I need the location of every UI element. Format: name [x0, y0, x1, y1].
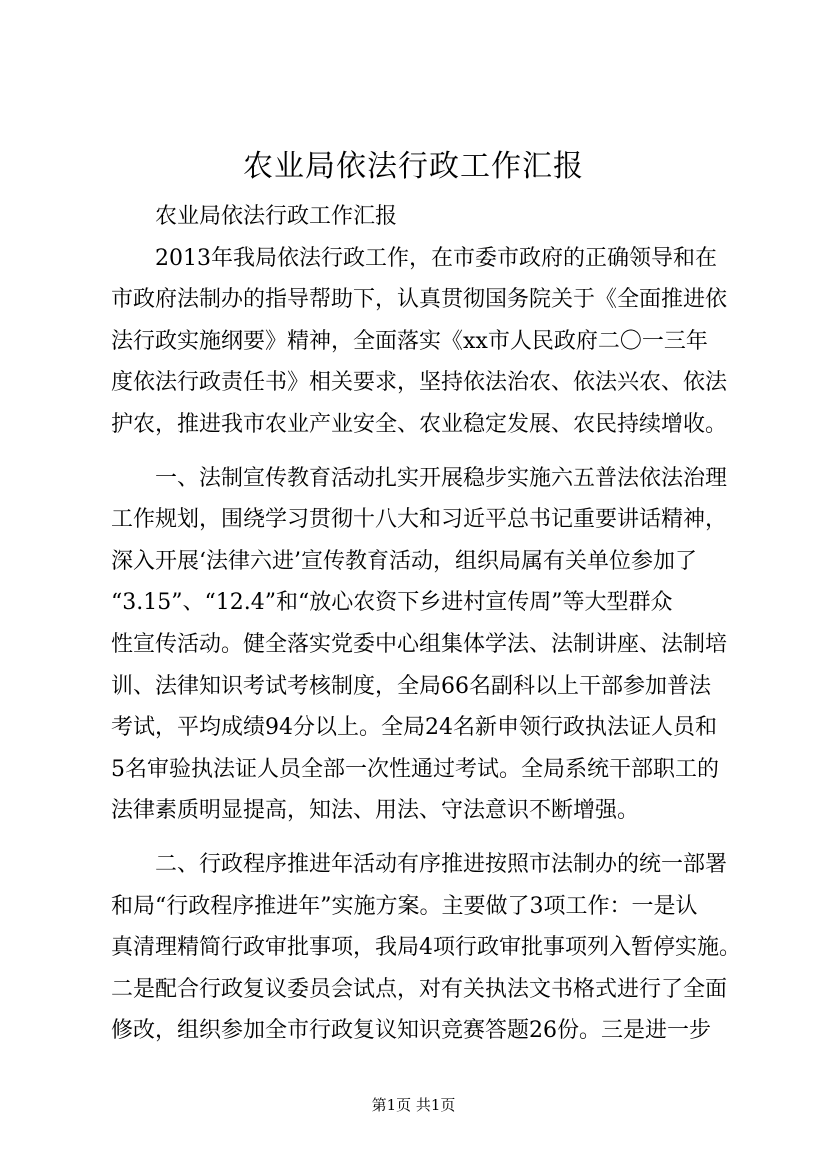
paragraph-line: 2013年我局依法行政工作，在市委市政府的正确领导和在 [155, 245, 717, 271]
page-footer: 第1页 共1页 [371, 1096, 456, 1114]
section-heading-line: 二、行政程序推进年活动有序推进按照市法制办的统一部署 [155, 851, 728, 877]
document-body [111, 196, 751, 1052]
paragraph-line: 深入开展‘法律六进’宣传教育活动，组织局属有关单位参加了 [111, 548, 697, 574]
paragraph-line: 5名审验执法证人员全部一次性通过考试。全局系统干部职工的 [111, 756, 719, 782]
paragraph-line: 市政府法制办的指导帮助下，认真贯彻国务院关于《全面推进依 [111, 287, 728, 313]
paragraph-line: 修改，组织参加全市行政复议知识竞赛答题26份。三是进一步 [111, 1018, 711, 1044]
paragraph-line: 护农，推进我市农业产业安全、农业稳定发展、农民持续增收。 [111, 411, 728, 437]
paragraph-line: 工作规划，围绕学习贯彻十八大和习近平总书记重要讲话精神， [111, 507, 728, 533]
paragraph-line: 和局“行政程序推进年”实施方案。主要做了3项工作：一是认 [111, 893, 698, 919]
section-heading-line: 一、法制宣传教育活动扎实开展稳步实施六五普法依法治理 [155, 465, 728, 491]
paragraph-line: 考试，平均成绩94分以上。全局24名新申领行政执法证人员和 [111, 715, 717, 741]
paragraph-line: “3.15”、“12.4”和“放心农资下乡进村宣传周”等大型群众 [111, 590, 673, 616]
subtitle-line: 农业局依法行政工作汇报 [155, 204, 398, 229]
paragraph-line: 法行政实施纲要》精神，全面落实《xx市人民政府二〇一三年 [111, 328, 708, 354]
paragraph-line: 法律素质明显提高，知法、用法、守法意识不断增强。 [111, 798, 640, 824]
paragraph-line: 性宣传活动。健全落实党委中心组集体学法、法制讲座、法制培 [111, 631, 728, 657]
paragraph-line: 真清理精简行政审批事项，我局4项行政审批事项列入暂停实施。 [111, 935, 741, 961]
paragraph-line: 训、法律知识考试考核制度，全局66名副科以上干部参加普法 [111, 673, 711, 699]
document-title: 农业局依法行政工作汇报 [243, 149, 584, 184]
paragraph-line: 度依法行政责任书》相关要求，坚持依法治农、依法兴农、依法 [111, 370, 728, 396]
paragraph-line: 二是配合行政复议委员会试点，对有关执法文书格式进行了全面 [111, 976, 728, 1002]
